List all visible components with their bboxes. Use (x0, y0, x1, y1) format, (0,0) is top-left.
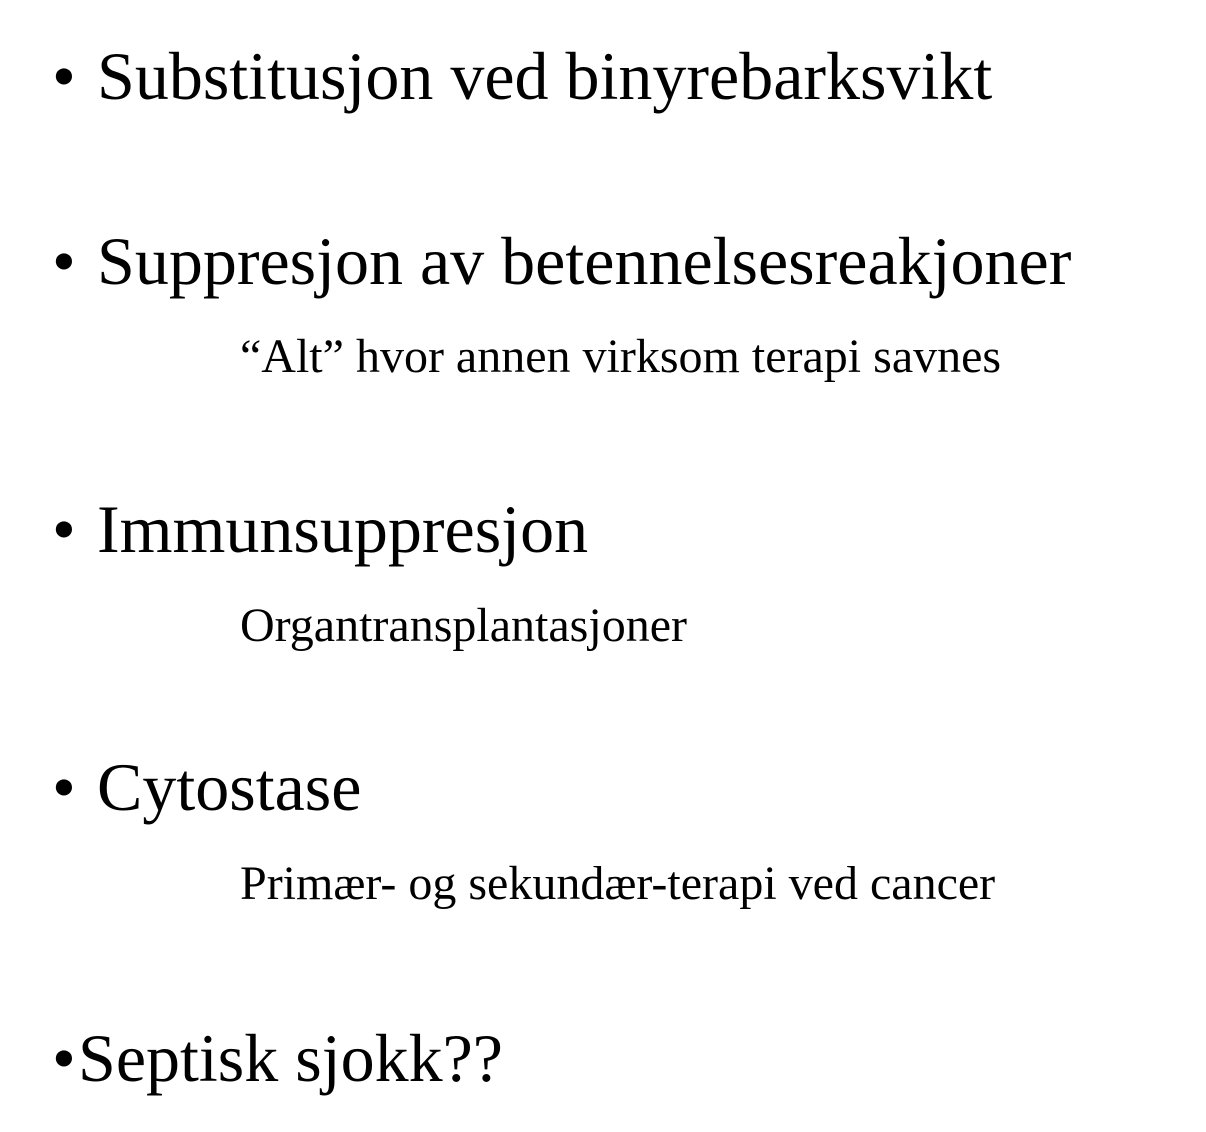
bullet-item (52, 1020, 503, 1096)
bullet-marker: • (52, 491, 76, 567)
bullet-marker: • (52, 38, 76, 114)
bullet-text: Septisk sjokk?? (78, 1020, 503, 1096)
bullet-item (52, 223, 1072, 299)
bullet-marker: • (52, 223, 76, 299)
bullet-marker: • (52, 749, 76, 825)
bullet-text: Cytostase (97, 749, 362, 825)
bullet-text: Immunsuppresjon (97, 491, 589, 567)
bullet-item (52, 749, 362, 825)
bullet-text: Suppresjon av betennelsesreakjoner (97, 223, 1072, 299)
bullet-marker: • (52, 1020, 76, 1096)
bullet-text: Substitusjon ved binyrebarksvikt (97, 38, 993, 114)
bullet-item (52, 38, 993, 114)
sub-item: “Alt” hvor annen virksom terapi savnes (240, 330, 1002, 383)
bullet-item (52, 491, 589, 567)
sub-item: Organtransplantasjoner (240, 599, 687, 652)
sub-item: Primær- og sekundær-terapi ved cancer (240, 857, 996, 910)
